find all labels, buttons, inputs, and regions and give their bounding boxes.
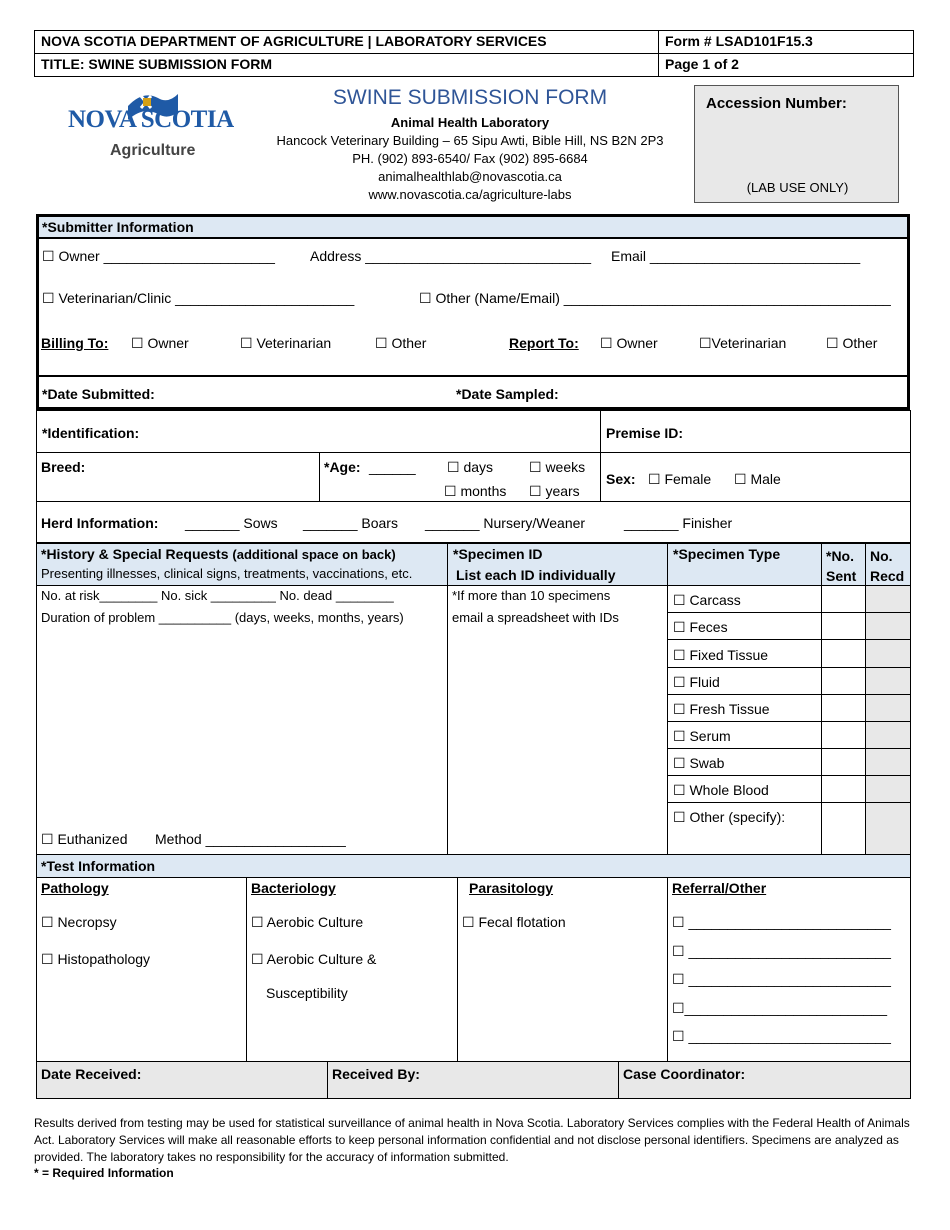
lab-name: Animal Health Laboratory bbox=[390, 115, 550, 130]
address-field[interactable]: Address _____________________________ bbox=[310, 248, 592, 264]
email-field[interactable]: Email ___________________________ bbox=[611, 248, 861, 264]
billing-to-label: Billing To: bbox=[41, 335, 109, 351]
report-other-checkbox[interactable]: ☐ Other bbox=[826, 335, 878, 351]
lab-email[interactable]: animalhealthlab@novascotia.ca bbox=[378, 169, 562, 184]
vet-clinic-field[interactable]: ☐ Veterinarian/Clinic _______________________ bbox=[42, 290, 355, 306]
herd-nursery-field[interactable]: _______ Nursery/Weaner bbox=[425, 515, 586, 531]
sex-male-checkbox[interactable]: ☐ Male bbox=[734, 471, 781, 487]
other-name-email-field[interactable]: ☐ Other (Name/Email) __________________________________________ bbox=[419, 290, 891, 306]
pathology-heading: Pathology bbox=[41, 880, 109, 896]
specimen-type-heading: *Specimen Type bbox=[673, 546, 781, 562]
age-input[interactable]: ______ bbox=[369, 459, 416, 475]
specimen-feces-checkbox[interactable]: ☐ Feces bbox=[673, 619, 728, 635]
footer-disclaimer: Results derived from testing may be used for statistical surveillance of animal health in Nova Scotia. Laboratory Services complies with the Federal Health of Animals Act. Laboratory Services will make all reasonable efforts to keep personal information confidential and not disclose personal identifiers. Specimens are analyzed as provided. The laboratory takes no responsibility for the accuracy of information submitted. bbox=[34, 1116, 910, 1164]
case-coordinator-field: Case Coordinator: bbox=[623, 1066, 746, 1082]
referral-line-5[interactable]: ☐ __________________________ bbox=[672, 1028, 891, 1044]
aerobic-culture-susceptibility-checkbox[interactable]: ☐ Aerobic Culture & bbox=[251, 951, 377, 967]
histopathology-checkbox[interactable]: ☐ Histopathology bbox=[41, 951, 151, 967]
report-to-label: Report To: bbox=[509, 335, 579, 351]
accession-note: (LAB USE ONLY) bbox=[746, 180, 849, 195]
specimen-fluid-checkbox[interactable]: ☐ Fluid bbox=[673, 674, 720, 690]
submitter-section bbox=[36, 214, 910, 410]
specimen-carcass-checkbox[interactable]: ☐ Carcass bbox=[673, 592, 741, 608]
form-number: Form # LSAD101F15.3 bbox=[665, 33, 813, 49]
history-subtitle: Presenting illnesses, clinical signs, treatments, vaccinations, etc. bbox=[41, 566, 413, 581]
specimen-id-subheading: List each ID individually bbox=[456, 567, 616, 583]
billing-other-checkbox[interactable]: ☐ Other bbox=[375, 335, 427, 351]
date-submitted-field[interactable]: *Date Submitted: bbox=[42, 386, 155, 402]
report-vet-checkbox[interactable]: ☐Veterinarian bbox=[699, 335, 787, 351]
age-weeks-checkbox[interactable]: ☐ weeks bbox=[529, 459, 586, 475]
specimen-id-note-2: email a spreadsheet with IDs bbox=[452, 610, 619, 625]
necropsy-checkbox[interactable]: ☐ Necropsy bbox=[41, 914, 117, 930]
accession-box bbox=[694, 85, 899, 203]
referral-line-1[interactable]: ☐ __________________________ bbox=[672, 914, 891, 930]
euthanized-checkbox[interactable]: ☐ Euthanized bbox=[41, 831, 128, 847]
billing-vet-checkbox[interactable]: ☐ Veterinarian bbox=[240, 335, 332, 351]
age-years-checkbox[interactable]: ☐ years bbox=[529, 483, 580, 499]
history-heading: *History & Special Requests (additional space on back) bbox=[41, 546, 396, 562]
herd-boars-field[interactable]: _______ Boars bbox=[303, 515, 398, 531]
age-months-checkbox[interactable]: ☐ months bbox=[444, 483, 507, 499]
susceptibility-label: Susceptibility bbox=[266, 985, 348, 1001]
lab-address: Hancock Veterinary Building – 65 Sipu Awti, Bible Hill, NS B2N 2P3 bbox=[276, 133, 664, 148]
form-main-title: SWINE SUBMISSION FORM bbox=[332, 86, 608, 109]
breed-field[interactable]: Breed: bbox=[41, 459, 86, 475]
referral-line-2[interactable]: ☐ __________________________ bbox=[672, 943, 891, 959]
specimen-fixed-tissue-checkbox[interactable]: ☐ Fixed Tissue bbox=[673, 647, 769, 663]
herd-finisher-field[interactable]: _______ Finisher bbox=[624, 515, 733, 531]
test-info-heading: *Test Information bbox=[41, 858, 156, 874]
owner-field[interactable]: ☐ Owner ______________________ bbox=[42, 248, 275, 264]
recd-column-shade bbox=[866, 586, 910, 854]
age-days-checkbox[interactable]: ☐ days bbox=[447, 459, 494, 475]
report-owner-checkbox[interactable]: ☐ Owner bbox=[600, 335, 658, 351]
sex-female-checkbox[interactable]: ☐ Female bbox=[648, 471, 712, 487]
dept-title: NOVA SCOTIA DEPARTMENT OF AGRICULTURE | LABORATORY SERVICES bbox=[41, 33, 547, 49]
lab-info bbox=[255, 86, 685, 202]
referral-line-3[interactable]: ☐ __________________________ bbox=[672, 971, 891, 987]
specimen-id-note-1: *If more than 10 specimens bbox=[452, 588, 611, 603]
aerobic-culture-checkbox[interactable]: ☐ Aerobic Culture bbox=[251, 914, 364, 930]
herd-info-label: Herd Information: bbox=[41, 515, 159, 531]
no-sent-heading: *No. Sent bbox=[826, 548, 857, 584]
no-recd-heading: No. Recd bbox=[870, 548, 905, 584]
nova-scotia-logo bbox=[68, 86, 243, 166]
history-duration-field[interactable]: Duration of problem __________ (days, weeks, months, years) bbox=[41, 610, 404, 625]
age-label: *Age: bbox=[324, 459, 361, 475]
specimen-other-checkbox[interactable]: ☐ Other (specify): bbox=[673, 809, 786, 825]
bacteriology-heading: Bacteriology bbox=[251, 880, 336, 896]
form-title-header: TITLE: SWINE SUBMISSION FORM bbox=[41, 56, 272, 72]
date-received-field: Date Received: bbox=[41, 1066, 142, 1082]
required-legend: * = Required Information bbox=[34, 1166, 174, 1180]
lab-use-row bbox=[36, 1061, 911, 1099]
specimen-fresh-tissue-checkbox[interactable]: ☐ Fresh Tissue bbox=[673, 701, 770, 717]
billing-owner-checkbox[interactable]: ☐ Owner bbox=[131, 335, 189, 351]
sex-label: Sex: bbox=[606, 471, 636, 487]
received-by-field: Received By: bbox=[332, 1066, 420, 1082]
submitter-heading: *Submitter Information bbox=[42, 219, 194, 235]
specimen-serum-checkbox[interactable]: ☐ Serum bbox=[673, 728, 731, 744]
referral-line-4[interactable]: ☐__________________________ bbox=[672, 1000, 887, 1016]
parasitology-heading: Parasitology bbox=[469, 880, 554, 896]
date-sampled-field[interactable]: *Date Sampled: bbox=[456, 386, 559, 402]
lab-phone: PH. (902) 893-6540/ Fax (902) 895-6684 bbox=[352, 151, 588, 166]
page-number: Page 1 of 2 bbox=[665, 56, 739, 72]
lab-website[interactable]: www.novascotia.ca/agriculture-labs bbox=[368, 187, 572, 202]
specimen-swab-checkbox[interactable]: ☐ Swab bbox=[673, 755, 725, 771]
herd-sows-field[interactable]: _______ Sows bbox=[185, 515, 278, 531]
specimen-id-heading: *Specimen ID bbox=[453, 546, 543, 562]
referral-heading: Referral/Other bbox=[672, 880, 767, 896]
test-heading-bar bbox=[37, 855, 910, 877]
fecal-flotation-checkbox[interactable]: ☐ Fecal flotation bbox=[462, 914, 566, 930]
specimen-whole-blood-checkbox[interactable]: ☐ Whole Blood bbox=[673, 782, 769, 798]
logo-text: NOVA SCOTIA bbox=[68, 106, 234, 133]
identification-field[interactable]: *Identification: bbox=[42, 425, 140, 441]
premise-id-field[interactable]: Premise ID: bbox=[606, 425, 684, 441]
history-counts-field[interactable]: No. at risk________ No. sick _________ No. dead ________ bbox=[41, 588, 394, 603]
accession-label: Accession Number: bbox=[706, 95, 847, 112]
logo-subtext: Agriculture bbox=[110, 142, 196, 159]
euthanized-method-field[interactable]: Method __________________ bbox=[155, 831, 346, 847]
